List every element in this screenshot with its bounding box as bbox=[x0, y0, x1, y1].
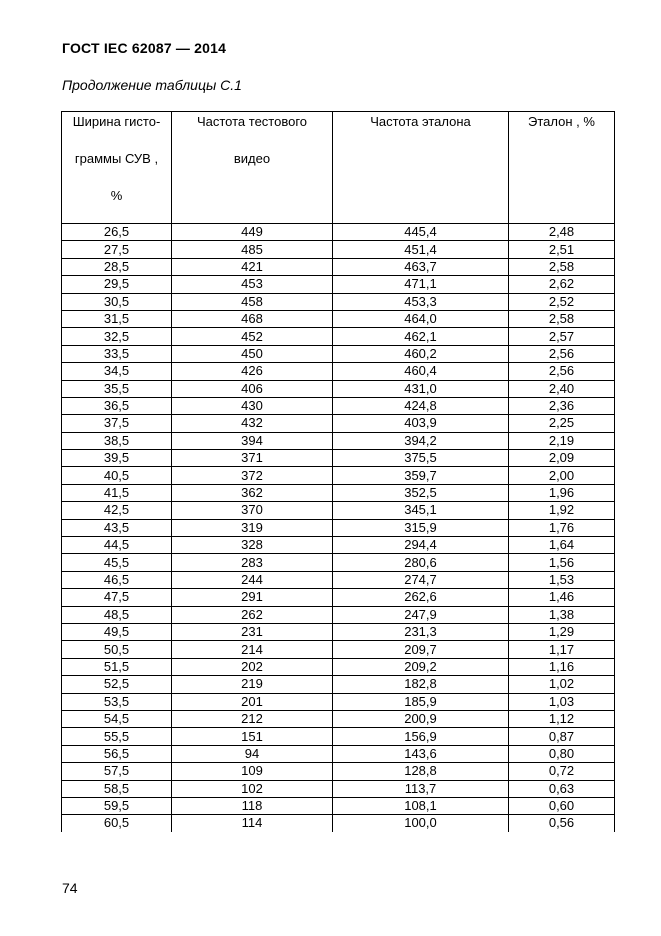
table-cell: 2,58 bbox=[509, 258, 615, 275]
table-cell: 345,1 bbox=[333, 502, 509, 519]
table-cell: 114 bbox=[172, 815, 333, 832]
table-cell: 36,5 bbox=[62, 397, 172, 414]
table-cell: 372 bbox=[172, 467, 333, 484]
table-cell: 57,5 bbox=[62, 763, 172, 780]
table-cell: 468 bbox=[172, 310, 333, 327]
table-cell: 231 bbox=[172, 623, 333, 640]
table-row bbox=[62, 797, 615, 814]
table-cell: 315,9 bbox=[333, 519, 509, 536]
table-cell: 40,5 bbox=[62, 467, 172, 484]
table-cell: 1,02 bbox=[509, 676, 615, 693]
table-cell: 460,2 bbox=[333, 345, 509, 362]
table-cell: 294,4 bbox=[333, 537, 509, 554]
table-row bbox=[62, 467, 615, 484]
table-cell: 1,03 bbox=[509, 693, 615, 710]
table-cell: 2,56 bbox=[509, 363, 615, 380]
table-cell: 0,80 bbox=[509, 745, 615, 762]
table-cell: 432 bbox=[172, 415, 333, 432]
table-row bbox=[62, 397, 615, 414]
table-body bbox=[62, 224, 615, 832]
table-row bbox=[62, 415, 615, 432]
header-line: Ширина гисто- bbox=[72, 114, 161, 129]
table-cell: 214 bbox=[172, 641, 333, 658]
table-cell: 1,92 bbox=[509, 502, 615, 519]
table-cell: 2,56 bbox=[509, 345, 615, 362]
table-cell: 2,48 bbox=[509, 224, 615, 241]
table-cell: 27,5 bbox=[62, 241, 172, 258]
table-cell: 0,72 bbox=[509, 763, 615, 780]
table-cell: 452 bbox=[172, 328, 333, 345]
table-cell: 48,5 bbox=[62, 606, 172, 623]
table-cell: 47,5 bbox=[62, 589, 172, 606]
table-cell: 462,1 bbox=[333, 328, 509, 345]
table-cell: 280,6 bbox=[333, 554, 509, 571]
table-row bbox=[62, 623, 615, 640]
table-cell: 54,5 bbox=[62, 710, 172, 727]
table-row bbox=[62, 241, 615, 258]
table-cell: 56,5 bbox=[62, 745, 172, 762]
table-row bbox=[62, 276, 615, 293]
table-cell: 463,7 bbox=[333, 258, 509, 275]
table-cell: 458 bbox=[172, 293, 333, 310]
table-cell: 231,3 bbox=[333, 623, 509, 640]
table-cell: 244 bbox=[172, 571, 333, 588]
table-cell: 426 bbox=[172, 363, 333, 380]
table-row bbox=[62, 606, 615, 623]
table-row bbox=[62, 380, 615, 397]
table-cell: 247,9 bbox=[333, 606, 509, 623]
table-row bbox=[62, 345, 615, 362]
table-cell: 26,5 bbox=[62, 224, 172, 241]
table-cell: 451,4 bbox=[333, 241, 509, 258]
table-cell: 1,64 bbox=[509, 537, 615, 554]
table-cell: 128,8 bbox=[333, 763, 509, 780]
table-cell: 352,5 bbox=[333, 484, 509, 501]
header-line: граммы СУВ , bbox=[74, 151, 159, 166]
table-cell: 394 bbox=[172, 432, 333, 449]
table-row bbox=[62, 502, 615, 519]
table-row bbox=[62, 432, 615, 449]
table-cell: 1,46 bbox=[509, 589, 615, 606]
table-cell: 1,76 bbox=[509, 519, 615, 536]
table-cell: 394,2 bbox=[333, 432, 509, 449]
table-cell: 464,0 bbox=[333, 310, 509, 327]
table-cell: 182,8 bbox=[333, 676, 509, 693]
table-cell: 156,9 bbox=[333, 728, 509, 745]
table-cell: 2,62 bbox=[509, 276, 615, 293]
table-cell: 201 bbox=[172, 693, 333, 710]
table-cell: 403,9 bbox=[333, 415, 509, 432]
table-cell: 453,3 bbox=[333, 293, 509, 310]
table-cell: 1,12 bbox=[509, 710, 615, 727]
table-cell: 34,5 bbox=[62, 363, 172, 380]
table-cell: 44,5 bbox=[62, 537, 172, 554]
table-cell: 2,25 bbox=[509, 415, 615, 432]
table-row bbox=[62, 589, 615, 606]
table-cell: 362 bbox=[172, 484, 333, 501]
table-row bbox=[62, 571, 615, 588]
table-cell: 1,17 bbox=[509, 641, 615, 658]
page-number: 74 bbox=[62, 880, 78, 896]
table-cell: 51,5 bbox=[62, 658, 172, 675]
table-cell: 185,9 bbox=[333, 693, 509, 710]
table-row bbox=[62, 484, 615, 501]
table-cell: 102 bbox=[172, 780, 333, 797]
table-cell: 118 bbox=[172, 797, 333, 814]
table-cell: 109 bbox=[172, 763, 333, 780]
table-cell: 2,00 bbox=[509, 467, 615, 484]
table-cell: 2,19 bbox=[509, 432, 615, 449]
table-cell: 108,1 bbox=[333, 797, 509, 814]
table-cell: 0,60 bbox=[509, 797, 615, 814]
table-cell: 151 bbox=[172, 728, 333, 745]
table-cell: 31,5 bbox=[62, 310, 172, 327]
table-cell: 100,0 bbox=[333, 815, 509, 832]
table-cell: 2,36 bbox=[509, 397, 615, 414]
column-header-histogram-width bbox=[62, 112, 172, 224]
header-line: Частота эталона bbox=[370, 114, 471, 129]
table-row bbox=[62, 745, 615, 762]
table-row bbox=[62, 537, 615, 554]
table-row bbox=[62, 641, 615, 658]
column-header-reference-frequency bbox=[333, 112, 509, 224]
table-row bbox=[62, 658, 615, 675]
table-header-row bbox=[62, 112, 615, 224]
table-row bbox=[62, 710, 615, 727]
table-cell: 430 bbox=[172, 397, 333, 414]
table-cell: 39,5 bbox=[62, 450, 172, 467]
table-cell: 219 bbox=[172, 676, 333, 693]
table-cell: 41,5 bbox=[62, 484, 172, 501]
table-cell: 421 bbox=[172, 258, 333, 275]
table-cell: 0,87 bbox=[509, 728, 615, 745]
document-header: ГОСТ IEC 62087 — 2014 bbox=[62, 40, 227, 56]
table-cell: 0,56 bbox=[509, 815, 615, 832]
table-cell: 46,5 bbox=[62, 571, 172, 588]
header-line: Эталон , % bbox=[528, 114, 595, 129]
table-row bbox=[62, 676, 615, 693]
table-cell: 359,7 bbox=[333, 467, 509, 484]
table-cell: 1,96 bbox=[509, 484, 615, 501]
table-cell: 29,5 bbox=[62, 276, 172, 293]
table-cell: 209,7 bbox=[333, 641, 509, 658]
column-header-test-video-frequency bbox=[172, 112, 333, 224]
table-cell: 30,5 bbox=[62, 293, 172, 310]
table-cell: 45,5 bbox=[62, 554, 172, 571]
table-cell: 53,5 bbox=[62, 693, 172, 710]
table-cell: 1,29 bbox=[509, 623, 615, 640]
table-row bbox=[62, 224, 615, 241]
table-row bbox=[62, 450, 615, 467]
table-cell: 328 bbox=[172, 537, 333, 554]
table-cell: 262,6 bbox=[333, 589, 509, 606]
table-cell: 37,5 bbox=[62, 415, 172, 432]
table-cell: 52,5 bbox=[62, 676, 172, 693]
table-row bbox=[62, 363, 615, 380]
table-cell: 262 bbox=[172, 606, 333, 623]
table-row bbox=[62, 258, 615, 275]
table-cell: 35,5 bbox=[62, 380, 172, 397]
table-cell: 319 bbox=[172, 519, 333, 536]
table-cell: 209,2 bbox=[333, 658, 509, 675]
table-cell: 28,5 bbox=[62, 258, 172, 275]
header-line: Частота тестового bbox=[196, 114, 308, 129]
table-cell: 43,5 bbox=[62, 519, 172, 536]
table-cell: 375,5 bbox=[333, 450, 509, 467]
table-cell: 445,4 bbox=[333, 224, 509, 241]
header-line: % bbox=[110, 188, 123, 203]
table-row bbox=[62, 554, 615, 571]
table-cell: 283 bbox=[172, 554, 333, 571]
table-caption: Продолжение таблицы С.1 bbox=[62, 77, 242, 93]
table-row bbox=[62, 693, 615, 710]
table-cell: 291 bbox=[172, 589, 333, 606]
table-cell: 450 bbox=[172, 345, 333, 362]
table-cell: 38,5 bbox=[62, 432, 172, 449]
table-cell: 143,6 bbox=[333, 745, 509, 762]
table-cell: 453 bbox=[172, 276, 333, 293]
table-cell: 449 bbox=[172, 224, 333, 241]
table-row bbox=[62, 780, 615, 797]
table-cell: 55,5 bbox=[62, 728, 172, 745]
table-cell: 50,5 bbox=[62, 641, 172, 658]
table-cell: 460,4 bbox=[333, 363, 509, 380]
table-row bbox=[62, 328, 615, 345]
table-cell: 58,5 bbox=[62, 780, 172, 797]
table-row bbox=[62, 293, 615, 310]
table-cell: 113,7 bbox=[333, 780, 509, 797]
header-line: видео bbox=[233, 151, 271, 166]
data-table bbox=[61, 111, 615, 832]
table-cell: 33,5 bbox=[62, 345, 172, 362]
table-cell: 1,16 bbox=[509, 658, 615, 675]
table-cell: 60,5 bbox=[62, 815, 172, 832]
table-cell: 200,9 bbox=[333, 710, 509, 727]
table-row bbox=[62, 519, 615, 536]
table-cell: 49,5 bbox=[62, 623, 172, 640]
table-cell: 406 bbox=[172, 380, 333, 397]
table-cell: 59,5 bbox=[62, 797, 172, 814]
table-cell: 0,63 bbox=[509, 780, 615, 797]
table-cell: 1,56 bbox=[509, 554, 615, 571]
table-cell: 202 bbox=[172, 658, 333, 675]
table-cell: 1,38 bbox=[509, 606, 615, 623]
table-cell: 2,40 bbox=[509, 380, 615, 397]
table-cell: 94 bbox=[172, 745, 333, 762]
column-header-reference-percent bbox=[509, 112, 615, 224]
table-cell: 370 bbox=[172, 502, 333, 519]
table-cell: 32,5 bbox=[62, 328, 172, 345]
table-cell: 424,8 bbox=[333, 397, 509, 414]
table-cell: 212 bbox=[172, 710, 333, 727]
table-row bbox=[62, 310, 615, 327]
table-cell: 1,53 bbox=[509, 571, 615, 588]
table-cell: 431,0 bbox=[333, 380, 509, 397]
table-cell: 274,7 bbox=[333, 571, 509, 588]
table-cell: 2,58 bbox=[509, 310, 615, 327]
table-cell: 2,52 bbox=[509, 293, 615, 310]
table-cell: 2,51 bbox=[509, 241, 615, 258]
table-cell: 485 bbox=[172, 241, 333, 258]
table-row bbox=[62, 728, 615, 745]
table-cell: 42,5 bbox=[62, 502, 172, 519]
table-cell: 371 bbox=[172, 450, 333, 467]
table-row bbox=[62, 815, 615, 832]
table-cell: 2,57 bbox=[509, 328, 615, 345]
table-cell: 2,09 bbox=[509, 450, 615, 467]
table-cell: 471,1 bbox=[333, 276, 509, 293]
table-row bbox=[62, 763, 615, 780]
